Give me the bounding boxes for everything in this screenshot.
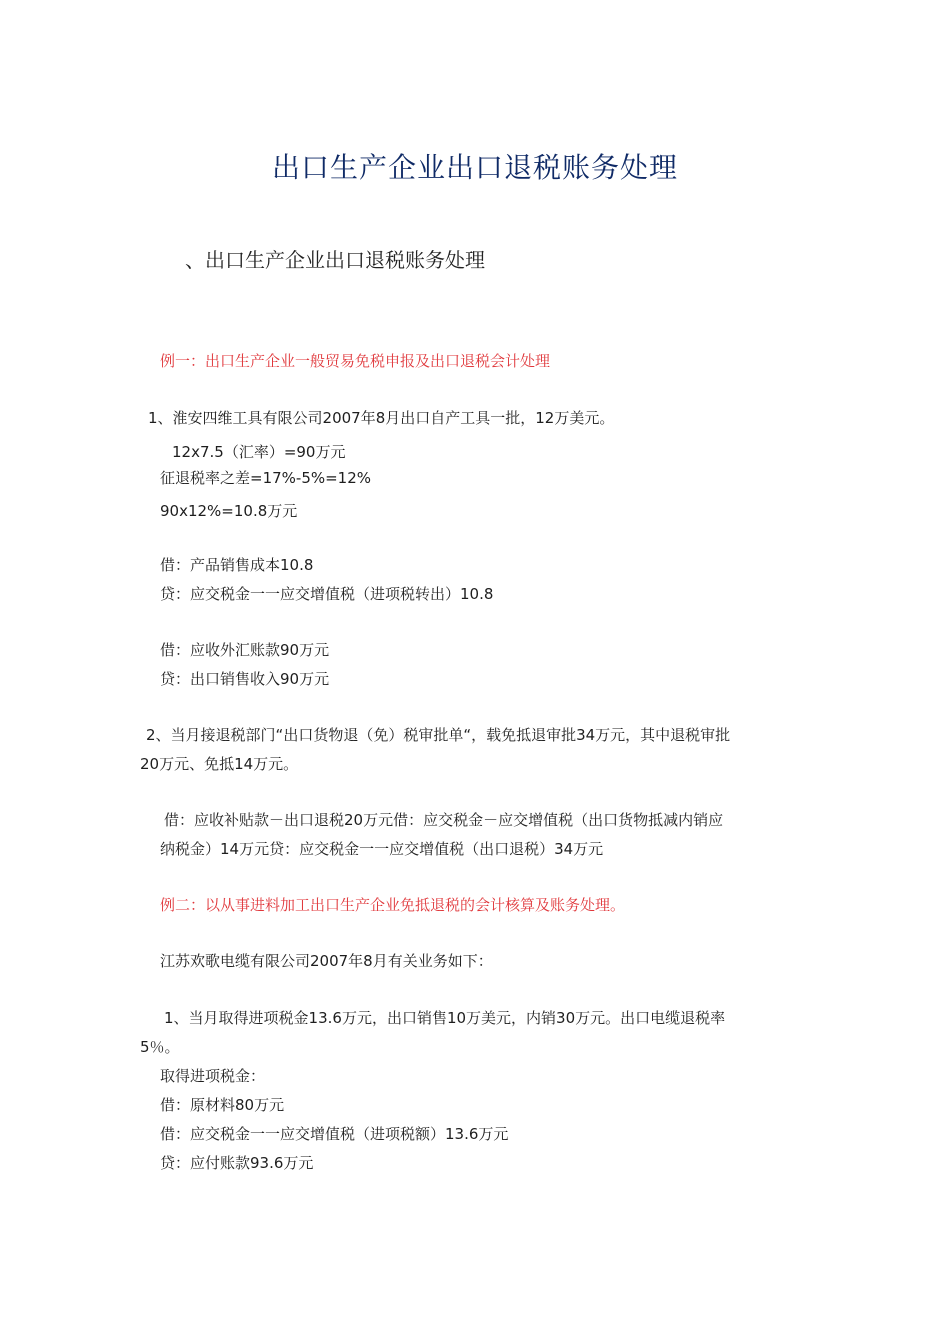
example2-heading: 例二：以从事进料加工出口生产企业免抵退税的会计核算及账务处理。 [160,896,626,914]
example1-entry3-line2: 纳税金）14万元贷：应交税金一一应交增值税（出口退税）34万元 [160,840,604,858]
example1-calc2: 征退税率之差=17%-5%=12% [160,469,372,487]
example1-item2-line1: 2、当月接退税部门“出口货物退（免）税审批单“，载免抵退审批34万元，其中退税审批 [146,726,731,744]
example2-entry1: 借：原材料80万元 [160,1096,285,1114]
example2-item1-line1: 1、当月取得进项税金13.6万元，出口销售10万美元，内销30万元。出口电缆退税率 [164,1009,726,1027]
example2-entry3: 贷：应付账款93.6万元 [160,1154,314,1172]
document-title: 出口生产企业出口退税账务处理 [271,151,678,184]
example1-entry2-credit: 贷：出口销售收入90万元 [160,670,330,688]
example1-entry2-debit: 借：应收外汇账款90万元 [160,641,330,659]
example1-heading: 例一：出口生产企业一般贸易免税申报及出口退税会计处理 [160,352,551,370]
example1-calc1: 12x7.5（汇率）=90万元 [172,443,346,461]
example1-item1: 1、淮安四维工具有限公司2007年8月出口自产工具一批，12万美元。 [148,409,615,427]
example1-entry3-line1: 借：应收补贴款－出口退税20万元借：应交税金－应交增值税（出口货物抵减内销应 [164,811,724,829]
example2-intro: 江苏欢歌电缆有限公司2007年8月有关业务如下： [160,952,493,970]
section-heading: 、出口生产企业出口退税账务处理 [185,248,485,272]
example1-entry1-credit: 贷：应交税金一一应交增值税（进项税转出）10.8 [160,585,494,603]
example2-label: 取得进项税金： [160,1067,266,1085]
example2-item1-line2: 5％。 [140,1038,180,1056]
example1-calc3: 90x12%=10.8万元 [160,502,298,520]
example1-item2-line2: 20万元、免抵14万元。 [140,755,299,773]
example2-entry2: 借：应交税金一一应交增值税（进项税额）13.6万元 [160,1125,509,1143]
example1-entry1-debit: 借：产品销售成本10.8 [160,556,314,574]
